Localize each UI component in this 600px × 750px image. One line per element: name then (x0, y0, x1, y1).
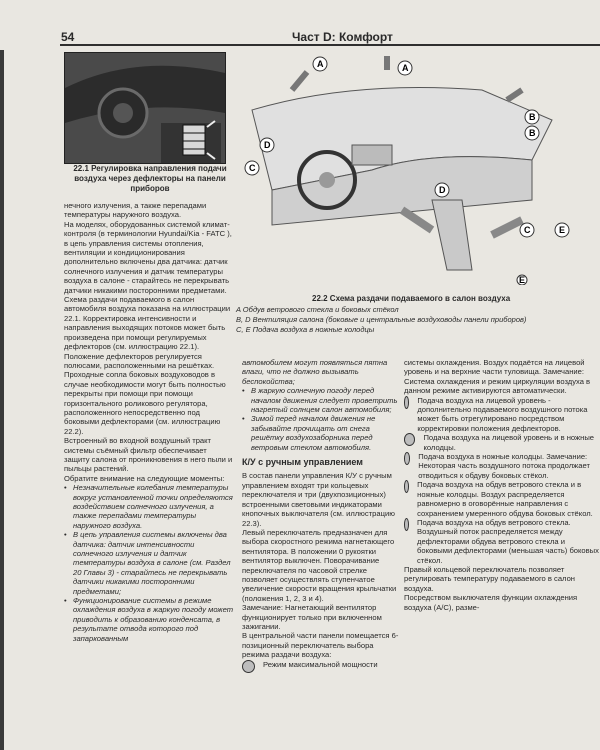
label-d2: D (439, 185, 446, 195)
page-binding-edge (0, 50, 4, 750)
paragraph: Замечание: Нагнетающий вентилятор функционирует только при включенном зажигании. (242, 603, 382, 631)
paragraph: Подача воздуха на обдув ветрового стекла и в ножные колодцы. Воздух распределяется равномерно в оговорённые направления с сохранением умеренного обдува боковых стёкол. (417, 480, 593, 518)
paragraph: Подача воздуха на обдув ветрового стекла. Воздушный поток распределяется между дефлекторами обдува ветрового стекла и боковыми дефлекторами (меньшая часть) боковых стёкол. (417, 517, 599, 565)
label-d1: D (264, 140, 271, 150)
text-column-2 (242, 358, 402, 673)
bullet-item: • В цепь управления системы включены два датчика: датчик интенсивности солнечного излучения и датчик температуры воздуха в салоне (см. Раздел 20 Главы 3) - старайтесь не перекрывать датчики никакими посторонними предметами; (64, 530, 234, 596)
mode-row (242, 660, 402, 673)
text-column-3 (404, 358, 600, 612)
paragraph: Подача воздуха на лицевой уровень - дополнительно подаваемого воздушного потока может быть отрегулировано посредством корректировки положения дефлекторов. (417, 395, 588, 433)
paragraph: Правый кольцевой переключатель позволяет регулировать температуру подаваемого в салон воздуха. (404, 564, 575, 593)
defrost-mode-icon (404, 518, 409, 531)
face-vent-mode-icon (404, 396, 409, 409)
bullet-item: • Зимой перед началом движения не забывайте прочищать от снега решётку воздухозаборника перед ветровым стеклом автомобиля. (242, 414, 402, 452)
section-heading: К/У с ручным управлением (242, 457, 363, 468)
text-column-1 (64, 201, 234, 643)
mode-row (404, 433, 600, 452)
figure-legend (236, 305, 526, 335)
page-number: 54 (61, 30, 75, 44)
face-foot-mode-icon (404, 433, 415, 446)
paragraph: В состав панели управления К/У с ручным управлением входят три кольцевых переключателя и три (двухпозиционных) встроенными световыми индикаторами кнопочных выключателя (см. иллюстрацию 22.3). (242, 471, 395, 528)
label-a2: A (402, 63, 409, 73)
paragraph: Левый переключатель предназначен для выбора скоростного режима нагнетающего вентилятора. В положении 0 рукоятки вентилятор выключен. Поворачивание переключателя по часовой стрелке позволяет осуществлять ступенчатое увеличение скорости вращения крыльчатки (положения 1, 2, 3 и 4). (242, 527, 397, 603)
paragraph: Встроенный во входной воздушный тракт системы съёмный фильтр обеспечивает защиту салона от проникновения в него пыли и пыльцы растений. (64, 436, 233, 474)
mode-row (404, 452, 600, 480)
figure-22-1-caption: 22.1 Регулировка направления подачи воздуха через дефлекторы на панели приборов (73, 164, 227, 193)
mode-label: Режим максимальной мощности (263, 659, 378, 669)
paragraph: нечного излучения, а также перепадами температуры наружного воздуха. (64, 201, 207, 220)
paragraph: системы охлаждения. Воздух подаётся на лицевой уровень и на верхние части туловища. Замечание: Система охлаждения и режим циркуляции воздуха в данном режиме активируются автоматически. (404, 358, 591, 396)
paragraph: На моделях, оборудованных системой климат-контроля (в терминологии Hyundai/Kia - FATC ), в цепь управления системы отопления, вентиляции и кондиционирования дополнительно включены два датчика: датчик солнечного излучения и датчик температуры воздуха в салоне - старайтесь не перекрывать датчики никакими посторонними предметами. (64, 219, 232, 295)
mode-row (404, 396, 600, 434)
header-rule (60, 44, 600, 46)
label-c1: C (249, 163, 256, 173)
paragraph: Посредством выключателя функции охлаждения воздуха (A/C), разме- (404, 593, 578, 612)
paragraph: автомобилем могут появляться пятна влаги, что не должно вызывать беспокойства; (242, 358, 388, 386)
chapter-title: Част D: Комфорт (292, 30, 393, 44)
legend-item: C, E Подача воздуха в ножные колодцы (236, 325, 375, 334)
figure-22-2-airflow-diagram (232, 50, 577, 285)
paragraph: Обратите внимание на следующие моменты: (64, 473, 225, 483)
mode-row (404, 480, 600, 518)
bullet-item: • Функционирование системы в режиме охлаждения воздуха в жаркую погоду может приводить к образованию конденсата, в результате отвода которого под запаркованным (64, 596, 234, 643)
paragraph: Схема раздачи подаваемого в салон автомобиля воздуха показана на иллюстрации 22.1. Корректировка интенсивности и направления выходящих потоков может быть произведена при помощи регулируемых дефлекторов (см. иллюстрацию 22.1). Положение дефлекторов регулируется полюсами, расположенными на решётках. Проходные сопла боковых воздуховодов в случае необходимости могут быть полностью перекрыты при помощи при помощи горизонтального роликового регулятора, расположенного непосредственно под боковыми дефлекторами (см. иллюстрацию 22.2). (64, 295, 231, 436)
dashboard-deflector-photo (65, 53, 225, 163)
bullet-item: • В жаркую солнечную погоду перед началом движения следует проветрить нагретый солнцем салон автомобиля; (242, 386, 402, 414)
label-e2: E (559, 225, 566, 235)
mode-row (404, 518, 600, 565)
paragraph: Подача воздуха на лицевой уровень и в ножные колодцы. (423, 433, 595, 452)
legend-item: B, D Вентиляция салона (боковые и центральные воздуховоды панели приборов) (236, 315, 527, 324)
figure-22-1-photo (64, 52, 226, 164)
defrost-foot-mode-icon (404, 480, 409, 493)
paragraph: В центральной части панели помещается 6-позиционный переключатель выбора режима раздачи воздуха: (242, 631, 399, 660)
max-cooling-mode-icon (242, 660, 255, 673)
foot-mode-icon (404, 452, 410, 465)
paragraph: Подача воздуха в ножные колодцы. Замечание: Некоторая часть воздушного потока продолжает отводиться к обдуву боковых стёкол. (418, 452, 590, 480)
bullet-item: • Незначительные колебания температуры вокруг установленной точки определяются воздействием солнечного излучения, а также перепадами температуры наружного воздуха. (64, 483, 234, 530)
label-b1: B (529, 112, 536, 122)
label-c2: C (524, 225, 531, 235)
label-a1: A (317, 59, 324, 69)
label-e1: E (519, 275, 526, 285)
label-b2: B (529, 128, 536, 138)
figure-22-2-caption: 22.2 Схема раздачи подаваемого в салон воздуха (312, 294, 511, 303)
legend-item: A Обдув ветрового стекла и боковых стёкол (236, 305, 399, 314)
